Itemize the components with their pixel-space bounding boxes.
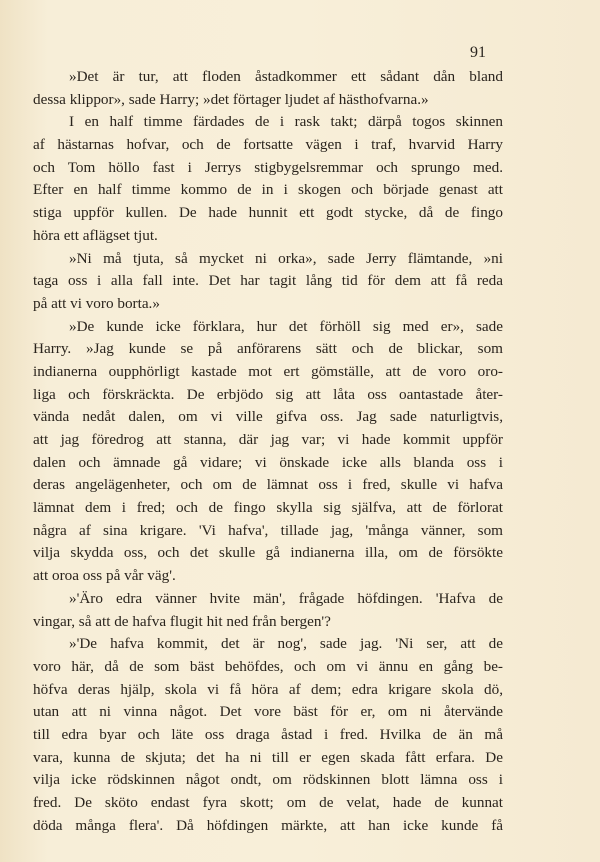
text-line: deras angelägenheter, och om de lämnat oss i fred, skulle vi hafva	[33, 476, 503, 494]
text-line: »Det är tur, att floden åstadkommer ett sådant dån bland	[69, 68, 503, 85]
text-line: »'Äro edra vänner hvite män', frågade höfdingen. 'Hafva de	[69, 589, 503, 607]
text-line: till edra byar och läte oss draga åstad i fred. Hvilka de än må	[33, 725, 503, 743]
text-line: Efter en half timme kommo de in i skogen och började genast att	[33, 181, 503, 199]
text-line: höra ett aflägset tjut.	[33, 226, 158, 244]
text-line: af hästarnas hofvar, och de fortsatte vägen i traf, hvarvid Harry	[33, 136, 503, 154]
text-line: och Tom höllo fast i Jerrys stigbygelsremmar och sprungo med.	[33, 158, 503, 176]
text-line: voro här, då de som bäst behöfdes, och om vi ännu en gång be-	[33, 657, 503, 675]
text-line: »De kunde icke förklara, hur det förhöll sig med er», sade	[69, 317, 503, 335]
text-line: några af sina krigare. 'Vi hafva', tillade jag, 'många vänner, som	[33, 521, 503, 539]
text-line: dessa klippor», sade Harry; »det förtager ljudet af hästhofvarna.»	[33, 90, 429, 108]
text-line: liga och förskräckta. De erbjödo sig att låta oss oantastade åter-	[33, 385, 503, 403]
text-line: dalen och ämnade gå vidare; vi önskade icke alls blanda oss i	[33, 453, 503, 471]
body-text	[33, 66, 503, 837]
text-line: stiga uppför kullen. De hade hunnit ett godt stycke, då de fingo	[33, 204, 503, 222]
text-line: lämnat dem i fred; och de fingo skylla sig själfva, att de förlorat	[33, 499, 503, 517]
text-line: vilja icke rödskinnen något ondt, om rödskinnen blott lämna oss i	[33, 771, 503, 789]
text-line: vingar, så att de hafva flugit hit ned från bergen'?	[33, 612, 331, 630]
text-line: fred. De sköto endast fyra skott; om de velat, hade de kunnat	[33, 794, 503, 811]
text-line: indianerna oupphörligt kastade mot ert gömställe, att de voro oro-	[33, 362, 503, 380]
text-line: höfva deras hjälp, skola vi få höra af dem; edra krigare skola dö,	[33, 680, 503, 698]
text-line: »'De hafva kommit, det är nog', sade jag. 'Ni ser, att de	[69, 635, 503, 653]
text-line: vilja skydda oss, och det skulle gå indianerna illa, om de försökte	[33, 544, 503, 562]
text-line: Harry. »Jag kunde se på anförarens sätt och de blickar, som	[33, 340, 503, 358]
text-line: »Ni må tjuta, så mycket ni orka», sade Jerry flämtande, »ni	[69, 249, 503, 267]
text-line: utan att ni vinna något. Det vore bäst för er, om ni återvände	[33, 703, 503, 721]
text-line: döda många flera'. Då höfdingen märkte, att han icke kunde få	[33, 816, 503, 834]
text-line: att oroa oss på vår väg'.	[33, 567, 176, 585]
page-number: 91	[470, 44, 486, 61]
text-line: vara, kunna de skjuta; det ha ni till er egen skada fått erfara. De	[33, 748, 503, 766]
text-line: I en half timme färdades de i rask takt; därpå togos skinnen	[69, 113, 503, 131]
text-line: vända nedåt dalen, om vi ville gifva oss. Jag sade naturligtvis,	[33, 408, 503, 426]
text-line: taga oss i alla fall inte. Det har tagit lång tid för dem att få reda	[33, 272, 503, 290]
text-line: att jag föredrog att stanna, där jag var; vi hade kommit uppför	[33, 431, 503, 448]
text-line: på att vi voro borta.»	[33, 294, 160, 312]
